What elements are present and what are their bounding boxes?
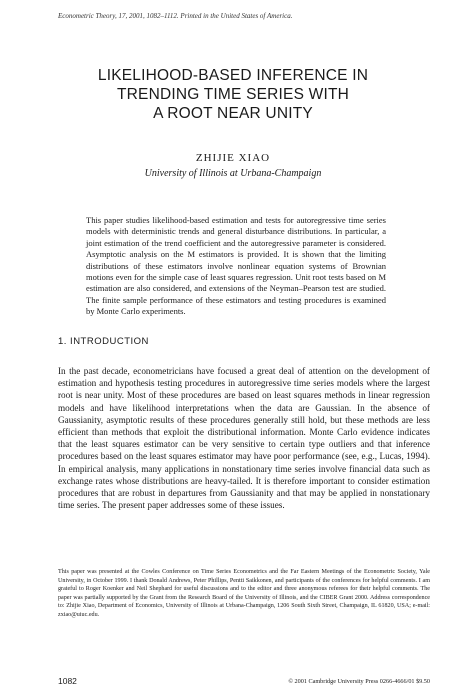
title-line: A ROOT NEAR UNITY xyxy=(153,105,313,122)
author-name: ZHIJIE XIAO xyxy=(195,152,271,164)
title-line: LIKELIHOOD-BASED INFERENCE IN xyxy=(97,67,369,84)
paper-title xyxy=(40,66,426,123)
page-number: 1082 xyxy=(58,676,77,686)
author-affiliation: University of Illinois at Urbana-Champaign xyxy=(144,168,322,179)
abstract: This paper studies likelihood-based estimation and tests for autoregressive time series models with deterministic trends and general disturbance distributions. In particular, a joint estimation of the trend coefficient and the autoregressive parameter is considered. Asymptotic analysis on the M estimators is provided. It is shown that the limiting distributions of these estimators involve nonlinear equation systems of Brownian motions even for the simple case of least squares regression. Unit root tests based on M estimation are also considered, and extensions of the Neyman–Pearson test are studied. The finite sample performance of these estimators and testing procedures is examined by Monte Carlo experiments. xyxy=(86,215,386,317)
acknowledgement-footnote: This paper was presented at the Cowles Conference on Time Series Econometrics and the Far Eastern Meetings of the Econometric Society, Yale University, in October 1999. I thank Donald Andrews, Peter Phillips, Pentti Saikkonen, and participants of the conferences for helpful comments. I am grateful to Roger Koenker and Neil Shephard for useful discussions and to the editor and three anonymous referees for their helpful comments. The paper was partially supported by the Grant from the Research Board of the University of Illinois, and the CIBER Grant 2000. Address correspondence to: Zhijie Xiao, Department of Economics, University of Illinois at Urbana-Champaign, 1206 South Sixth Street, Champaign, IL 61820, USA; e-mail: zxiao@uiuc.edu. xyxy=(58,569,430,618)
copyright-line: © 2001 Cambridge University Press 0266-4666/01 $9.50 xyxy=(288,678,430,685)
body-paragraph: In the past decade, econometricians have focused a great deal of attention on the development of estimation and hypothesis testing procedures in autoregressive time series models where the largest root is near unity. Most of these procedures are based on least squares methods in linear regression models and have likelihood interpretations when the data are Gaussian. In the absence of Gaussianity, asymptotic results of these procedures generally still hold, but these methods are less efficient than methods that exploit the distributional information. Monte Carlo evidence indicates that the least squares estimator can be very sensitive to certain type outliers and that inference procedures based on the least squares estimator may have poor performance (see, e.g., Lucas, 1994). In empirical analysis, many applications in nonstationary time series involve financial data such as exchange rates whose distributions are heavy-tailed. It is therefore important to consider estimation procedures that are robust in departures from Gaussianity and that may be applied in nonstationary time series. The present paper addresses some of these issues. xyxy=(58,366,430,511)
running-head: Econometric Theory, 17, 2001, 1082–1112. Printed in the United States of America. xyxy=(58,12,293,20)
section-heading: 1. INTRODUCTION xyxy=(58,336,149,347)
title-line: TRENDING TIME SERIES WITH xyxy=(116,86,350,103)
